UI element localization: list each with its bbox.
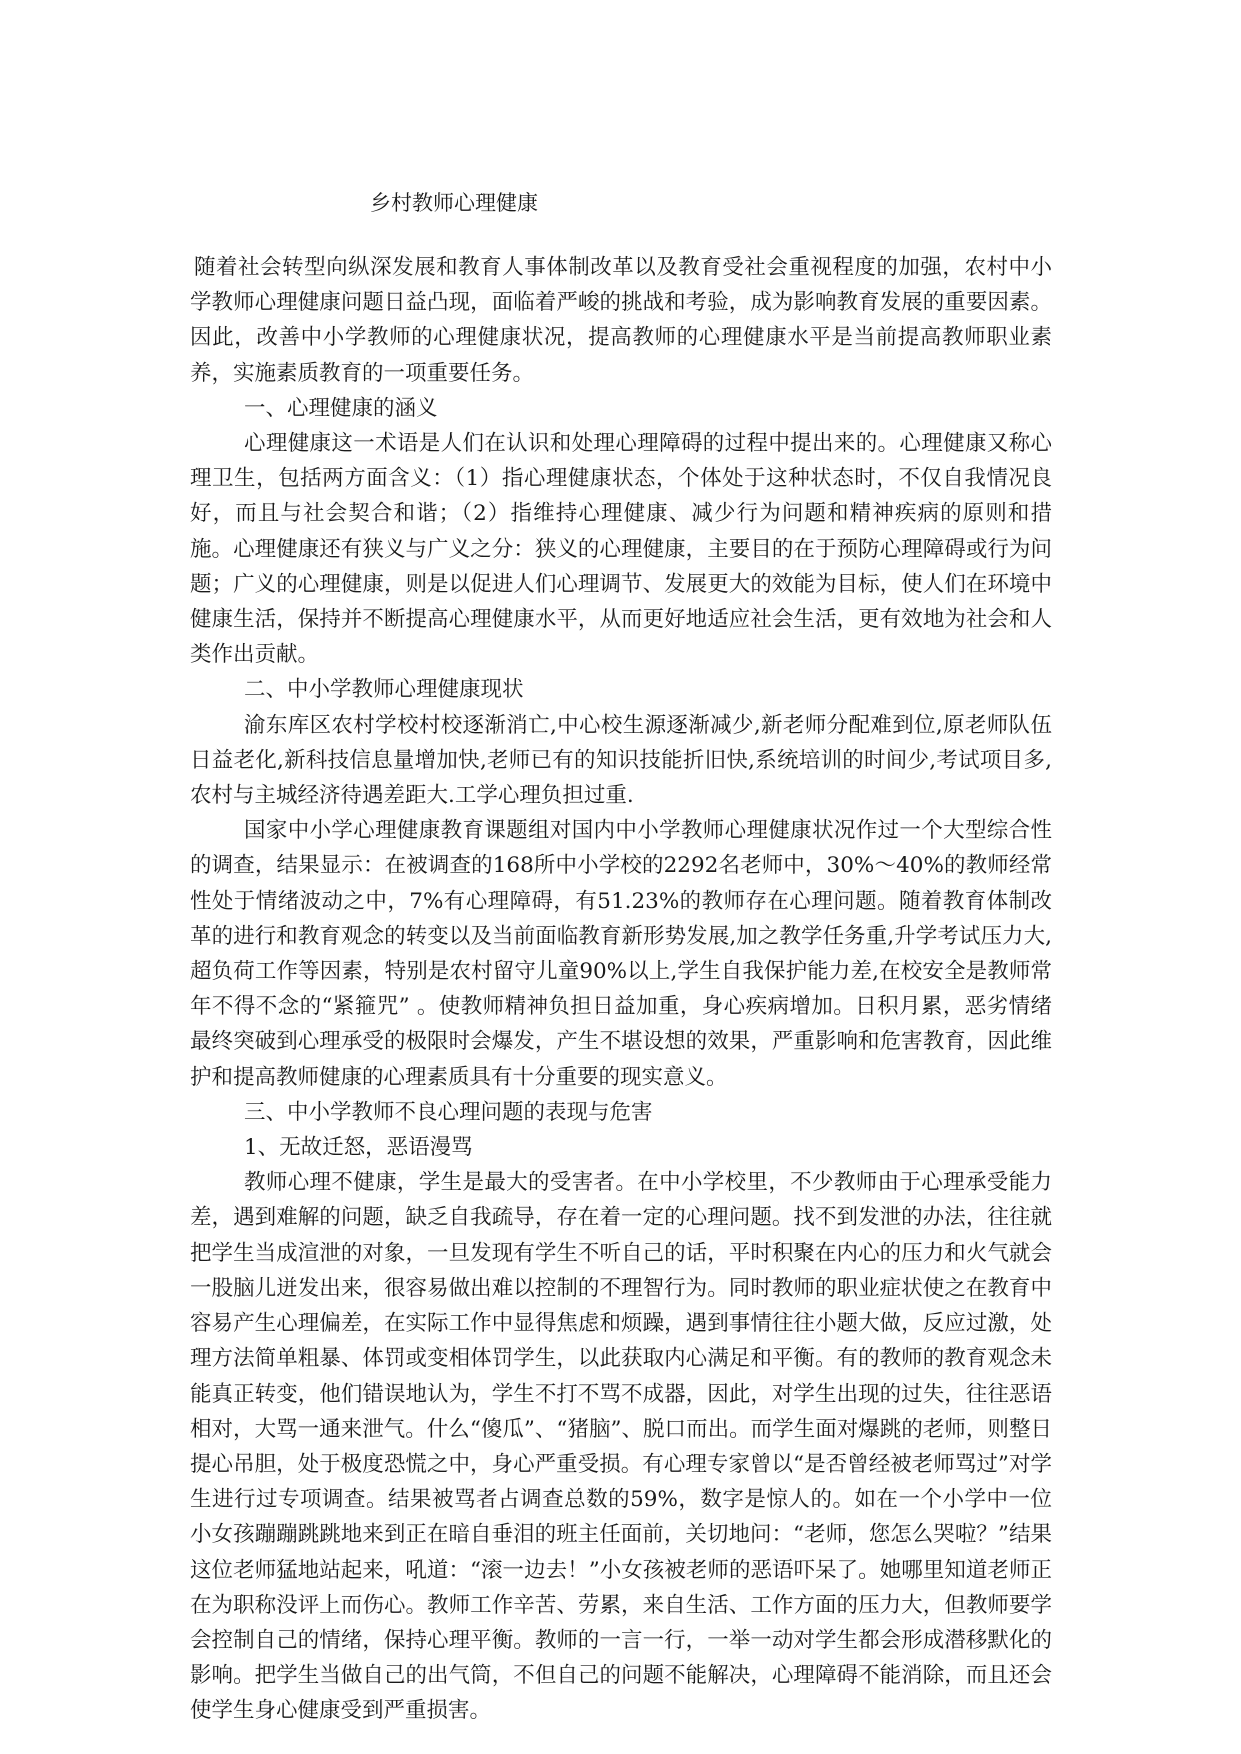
intro-paragraph: 随着社会转型向纵深发展和教育人事体制改革以及教育受社会重视程度的加强，农村中小学教师心理健康问题日益凸现，面临着严峻的挑战和考验，成为影响教育发展的重要因素。因此，改善中小学教师的心理健康状况，提高教师的心理健康水平是当前提高教师职业素养，实施素质教育的一项重要任务。 — [190, 255, 1052, 386]
problems-paragraph: 教师心理不健康，学生是最大的受害者。在中小学校里，不少教师由于心理承受能力差，遇到难解的问题，缺乏自我疏导，存在着一定的心理问题。找不到发泄的办法，往往就把学生当成渲泄的对象，一旦发现有学生不听自己的话，平时积聚在内心的压力和火气就会一股脑儿迸发出来，很容易做出难以控制的不理智行为。同时教师的职业症状使之在教育中容易产生心理偏差，在实际工作中显得焦虑和烦躁，遇到事情往往小题大做，反应过激，处理方法简单粗暴、体罚或变相体罚学生，以此获取内心满足和平衡。有的教师的教育观念未能真正转变，他们错误地认为，学生不打不骂不成器，因此，对学生出现的过失，往往恶语相对，大骂一通来泄气。什么“傻瓜”、“猪脑”、脱口而出。而学生面对爆跳的老师，则整日提心吊胆，处于极度恐慌之中，身心严重受损。有心理专家曾以“是否曾经被老师骂过”对学生进行过专项调查。结果被骂者占调查总数的59%，数字是惊人的。如在一个小学中一位小女孩蹦蹦跳跳地来到正在暗自垂泪的班主任面前，关切地问：“老师，您怎么哭啦？”结果这位老师猛地站起来，吼道：“滚一边去！”小女孩被老师的恶语吓呆了。她哪里知道老师正在为职称没评上而伤心。教师工作辛苦、劳累，来自生活、工作方面的压力大，但教师要学会控制自己的情绪，保持心理平衡。教师的一言一行，一举一动对学生都会形成潜移默化的影响。把学生当做自己的出气筒，不但自己的问题不能解决，心理障碍不能消除，而且还会使学生身心健康受到严重损害。 — [190, 1170, 1052, 1724]
subsection-heading-1: 1、无故迁怒，恶语漫骂 — [244, 1135, 473, 1161]
document-title: 乡村教师心理健康 — [370, 191, 538, 215]
section-heading-status: 二、中小学教师心理健康现状 — [244, 677, 524, 703]
document-body — [190, 250, 1052, 1729]
status-paragraph-2: 国家中小学心理健康教育课题组对国内中小学教师心理健康状况作过一个大型综合性的调查，结果显示：在被调查的168所中小学校的2292名老师中，30%～40%的教师经常性处于情绪波动之中，7%有心理障碍，有51.23%的教师存在心理问题。随着教育体制改革的进行和教育观念的转变以及当前面临教育新形势发展,加之教学任务重,升学考试压力大,超负荷工作等因素，特别是农村留守儿童90%以上,学生自我保护能力差,在校安全是教师常年不得不念的“紧箍咒” 。使教师精神负担日益加重，身心疾病增加。日积月累，恶劣情绪最终突破到心理承受的极限时会爆发，产生不堪设想的效果，严重影响和危害教育，因此维护和提高教师健康的心理素质具有十分重要的现实意义。 — [190, 818, 1052, 1090]
section-heading-problems: 三、中小学教师不良心理问题的表现与危害 — [244, 1099, 653, 1125]
status-paragraph-1: 渝东库区农村学校村校逐渐消亡,中心校生源逐渐减少,新老师分配难到位,原老师队伍日益老化,新科技信息量增加快,老师已有的知识技能折旧快,系统培训的时间少,考试项目多,农村与主城经济待遇差距大.工学心理负担过重. — [190, 712, 1052, 809]
definition-paragraph: 心理健康这一术语是人们在认识和处理心理障碍的过程中提出来的。心理健康又称心理卫生，包括两方面含义：（1）指心理健康状态，个体处于这种状态时，不仅自我情况良好，而且与社会契合和谐；（2）指维持心理健康、减少行为问题和精神疾病的原则和措施。心理健康还有狭义与广义之分：狭义的心理健康，主要目的在于预防心理障碍或行为问题；广义的心理健康，则是以促进人们心理调节、发展更大的效能为目标，使人们在环境中健康生活，保持并不断提高心理健康水平，从而更好地适应社会生活，更有效地为社会和人类作出贡献。 — [190, 431, 1052, 668]
section-heading-definition: 一、心理健康的涵义 — [244, 395, 438, 421]
